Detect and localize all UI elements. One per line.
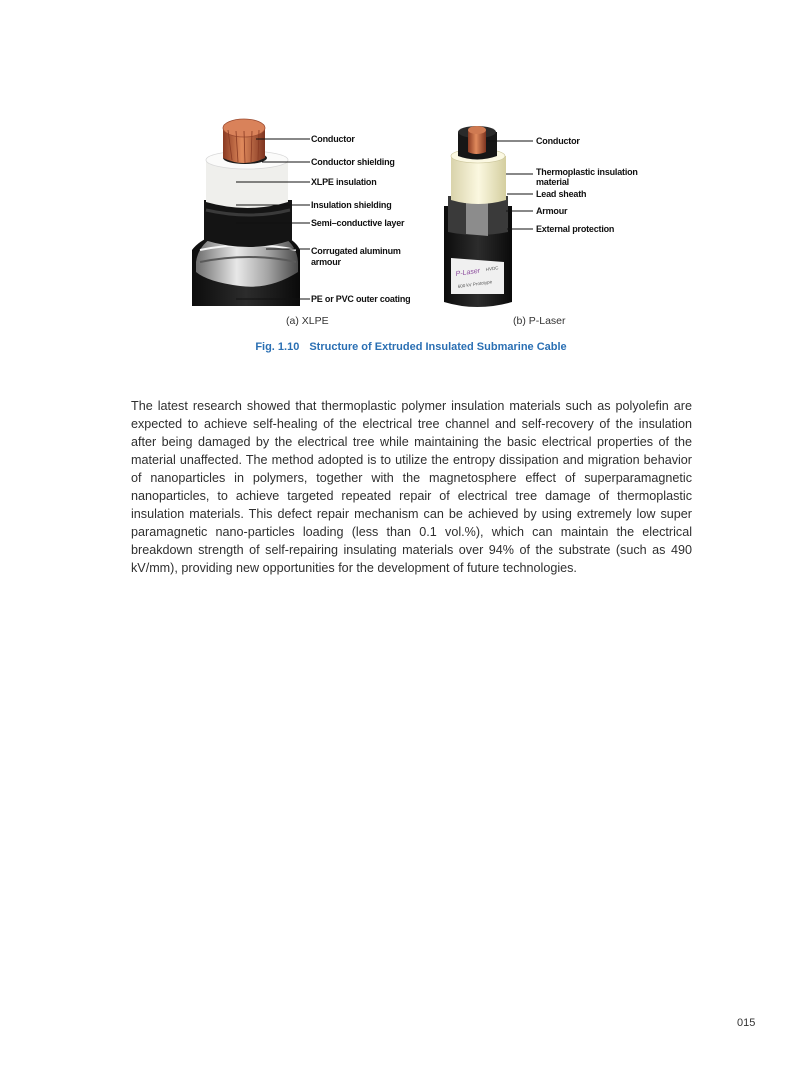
label-corrugated-aluminum: Corrugated aluminum xyxy=(311,246,401,256)
label-conductor-shielding: Conductor shielding xyxy=(311,157,395,167)
cable-print-hvdc: HVDC xyxy=(485,265,499,272)
figure xyxy=(0,0,793,360)
sublabel-p-laser: (b) P-Laser xyxy=(513,315,566,327)
cable-illustrations xyxy=(0,0,793,360)
xlpe-cable-image xyxy=(188,118,313,308)
p-laser-cable-image xyxy=(443,122,513,307)
cable-print-brand: P-Laser xyxy=(455,267,481,278)
sublabel-xlpe: (a) XLPE xyxy=(286,315,329,327)
body-paragraph: The latest research showed that thermoplastic polymer insulation materials such as polyolefin are expected to achieve self-healing of the electrical tree channel and self-recovery of the insulation after being damaged by the electrical tree while maintaining the basic electrical properties of the material unaffected. The method adopted is to utilize the entropy dissipation and migration behavior of nanoparticles in polymers, together with the magnetosphere effect of superparamagnetic nanoparticles, to achieve targeted repeated repair of electrical tree damage of thermoplastic insulation materials. This defect repair mechanism can be achieved by using extremely low super paramagnetic nano-particles loading (less than 0.1 vol.%), which can maintain the electrical breakdown strength of self-repairing insulating materials over 94% of the substrate (such as 490 kV/mm), providing new opportunities for the development of future technologies. xyxy=(131,399,692,575)
label-armour-xlpe: armour xyxy=(311,257,341,267)
figure-caption-text: Structure of Extruded Insulated Submarine Cable xyxy=(309,341,567,353)
label-thermoplastic-insulation: Thermoplastic insulation xyxy=(536,167,638,177)
label-outer-coating: PE or PVC outer coating xyxy=(311,294,411,304)
figure-caption xyxy=(0,341,793,353)
label-conductor-xlpe: Conductor xyxy=(311,134,355,144)
label-xlpe-insulation: XLPE insulation xyxy=(311,177,377,187)
cable-print-rating: 600 kV Prototype xyxy=(457,279,493,289)
label-external-protection: External protection xyxy=(536,224,615,234)
label-lead-sheath: Lead sheath xyxy=(536,189,587,199)
figure-caption-number: Fig. 1.10 xyxy=(255,341,300,353)
label-thermoplastic-material: material xyxy=(536,177,569,187)
label-insulation-shielding: Insulation shielding xyxy=(311,200,392,210)
page-number: 015 xyxy=(737,1017,756,1029)
label-conductor-p-laser: Conductor xyxy=(536,136,580,146)
label-armour-p-laser: Armour xyxy=(536,206,568,216)
label-semi-conductive-layer: Semi–conductive layer xyxy=(311,218,405,228)
